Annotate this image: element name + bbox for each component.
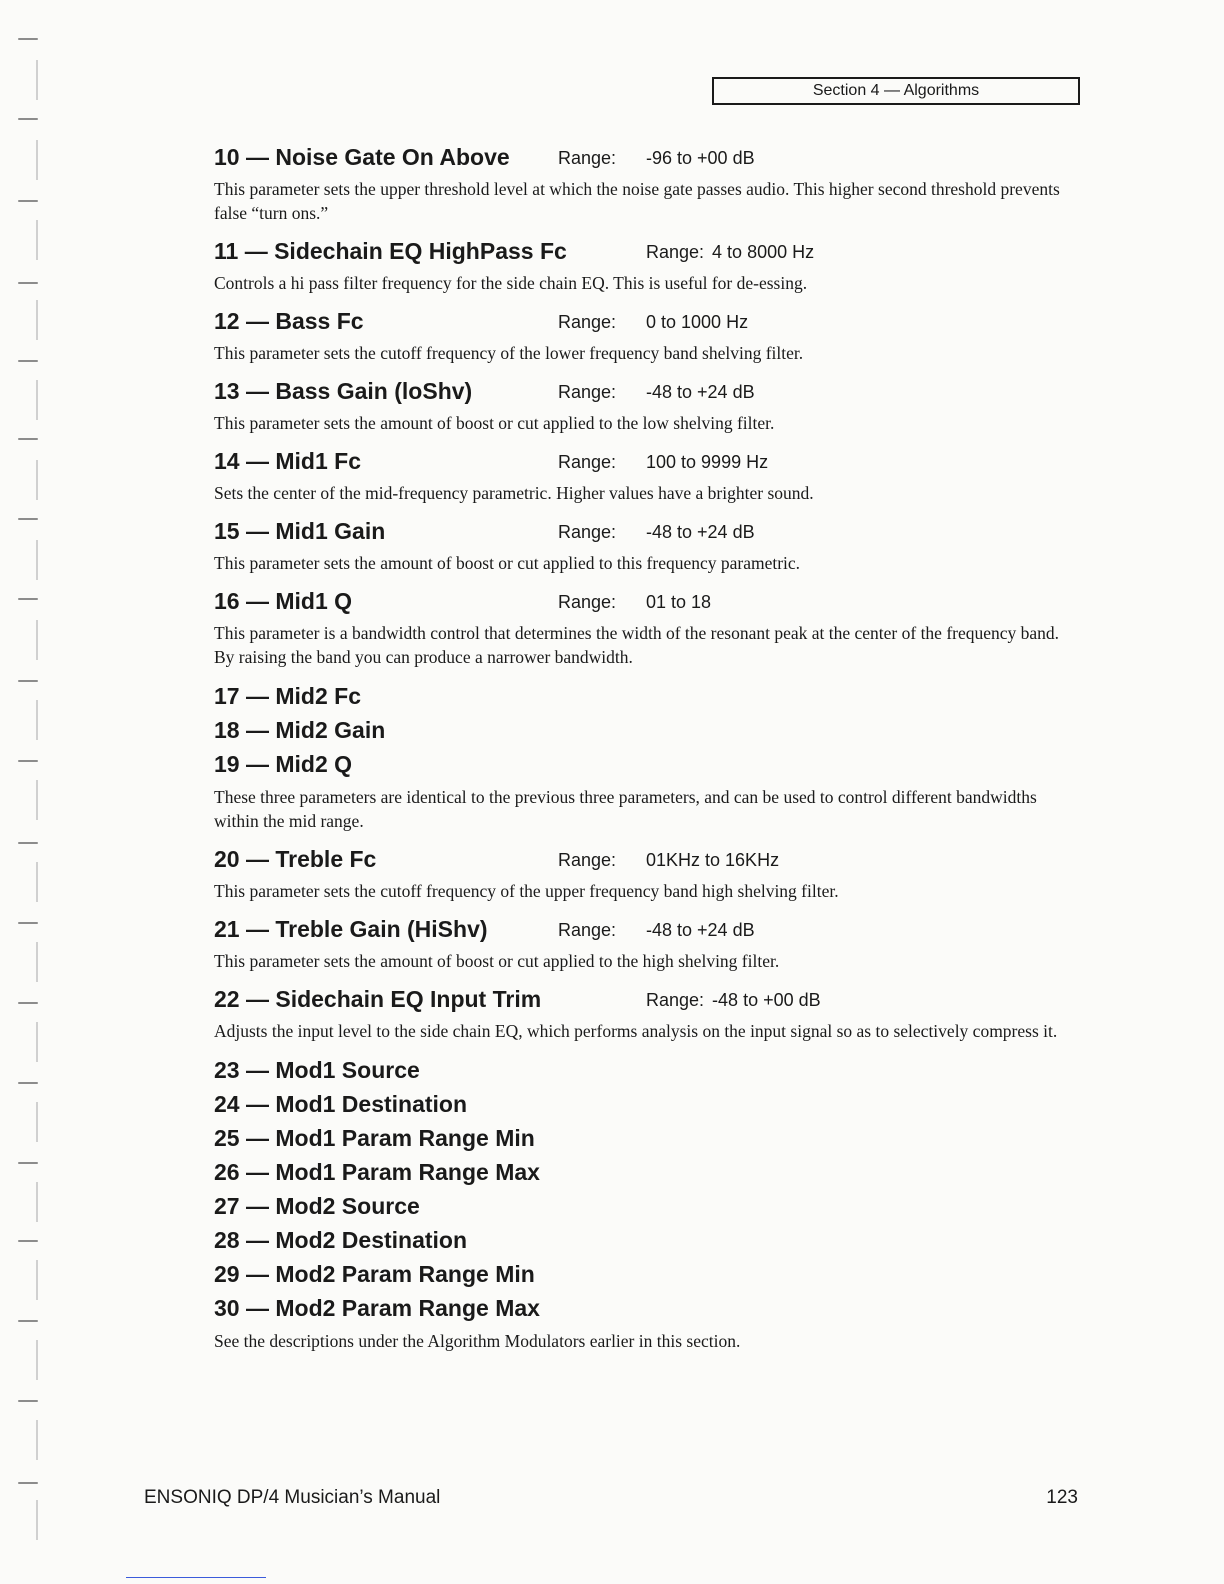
param-heading: 19 — Mid2 Q: [214, 751, 353, 777]
param-heading: [214, 375, 1074, 407]
range-value: 01KHz to 16KHz: [646, 850, 780, 870]
param-description: Sets the center of the mid-frequency parametric. Higher values have a brighter sound.: [214, 483, 814, 503]
param-range: [558, 516, 755, 548]
range-label: Range:: [558, 522, 617, 542]
range-value: -96 to +00 dB: [646, 148, 755, 168]
range-label: Range:: [558, 850, 617, 870]
param-heading: 29 — Mod2 Param Range Min: [214, 1261, 535, 1287]
param-title: 15 — Mid1 Gain: [214, 518, 386, 544]
range-label: Range:: [558, 920, 617, 940]
range-label: Range:: [646, 990, 705, 1010]
param-heading: 26 — Mod1 Param Range Max: [214, 1159, 540, 1185]
param-heading: [214, 235, 1074, 267]
param-heading: 23 — Mod1 Source: [214, 1057, 420, 1083]
param-range: [558, 586, 711, 618]
param-range: [558, 914, 755, 946]
range-label: Range:: [558, 382, 617, 402]
range-value: -48 to +24 dB: [646, 522, 755, 542]
param-range: [558, 446, 768, 478]
section-header: Section 4 — Algorithms: [712, 77, 1080, 105]
range-value: 4 to 8000 Hz: [712, 242, 815, 262]
param-range: [646, 984, 821, 1016]
range-value: -48 to +24 dB: [646, 382, 755, 402]
range-label: Range:: [558, 452, 617, 472]
range-value: -48 to +24 dB: [646, 920, 755, 940]
param-heading: 18 — Mid2 Gain: [214, 717, 386, 743]
footer-rule: [126, 1577, 266, 1578]
param-description: This parameter sets the amount of boost or cut applied to the low shelving filter.: [214, 413, 775, 433]
range-label: Range:: [558, 592, 617, 612]
range-value: -48 to +00 dB: [712, 990, 821, 1010]
param-title: 16 — Mid1 Q: [214, 588, 353, 614]
range-value: 01 to 18: [646, 592, 712, 612]
param-range: [558, 376, 755, 408]
param-description: Controls a hi pass filter frequency for the side chain EQ. This is useful for de-essing.: [214, 273, 808, 293]
param-description: See the descriptions under the Algorithm Modulators earlier in this section.: [214, 1331, 741, 1351]
param-heading: 30 — Mod2 Param Range Max: [214, 1295, 540, 1321]
param-description: Adjusts the input level to the side chain EQ, which performs analysis on the input signal so as to selectively compress it.: [214, 1021, 1058, 1041]
param-heading: [214, 983, 1074, 1015]
param-heading: [214, 305, 1074, 337]
param-range: [558, 306, 748, 338]
param-title: 14 — Mid1 Fc: [214, 448, 361, 474]
range-label: Range:: [646, 242, 705, 262]
param-title: 22 — Sidechain EQ Input Trim: [214, 986, 542, 1012]
binding-marks: [0, 0, 48, 1584]
parameter-list: [214, 141, 1074, 1363]
param-description: This parameter sets the upper threshold level at which the noise gate passes audio. This higher second threshold prevents false “turn ons.”: [214, 179, 1060, 223]
param-title: 12 — Bass Fc: [214, 308, 364, 334]
param-description: This parameter sets the amount of boost or cut applied to the high shelving filter.: [214, 951, 780, 971]
param-description: This parameter is a bandwidth control that determines the width of the resonant peak at the center of the frequency band. By raising the band you can produce a narrower bandwidth.: [214, 623, 1060, 667]
param-heading: [214, 585, 1074, 617]
param-description: This parameter sets the amount of boost or cut applied to this frequency parametric.: [214, 553, 801, 573]
param-heading: [214, 141, 1074, 173]
range-label: Range:: [558, 148, 617, 168]
param-description: This parameter sets the cutoff frequency of the upper frequency band high shelving filter.: [214, 881, 839, 901]
param-title: 20 — Treble Fc: [214, 846, 377, 872]
page-number: 123: [1046, 1487, 1078, 1508]
param-heading: 17 — Mid2 Fc: [214, 683, 361, 709]
range-value: 0 to 1000 Hz: [646, 312, 749, 332]
param-heading: 25 — Mod1 Param Range Min: [214, 1125, 535, 1151]
param-range: [646, 236, 814, 268]
param-heading: 24 — Mod1 Destination: [214, 1091, 468, 1117]
footer-manual-title: ENSONIQ DP/4 Musician’s Manual: [144, 1487, 441, 1508]
param-range: [558, 844, 779, 876]
param-title: 13 — Bass Gain (loShv): [214, 378, 473, 404]
param-title: 11 — Sidechain EQ HighPass Fc: [214, 238, 567, 264]
range-label: Range:: [558, 312, 617, 332]
param-description: This parameter sets the cutoff frequency of the lower frequency band shelving filter.: [214, 343, 804, 363]
param-description: These three parameters are identical to the previous three parameters, and can be used to control different bandwidths within the mid range.: [214, 787, 1037, 831]
param-heading: [214, 515, 1074, 547]
param-title: 10 — Noise Gate On Above: [214, 144, 510, 170]
param-heading: 27 — Mod2 Source: [214, 1193, 420, 1219]
param-heading: [214, 445, 1074, 477]
param-heading: [214, 913, 1074, 945]
param-heading: 28 — Mod2 Destination: [214, 1227, 468, 1253]
param-range: [558, 142, 755, 174]
param-heading: [214, 843, 1074, 875]
param-title: 21 — Treble Gain (HiShv): [214, 916, 488, 942]
range-value: 100 to 9999 Hz: [646, 452, 769, 472]
